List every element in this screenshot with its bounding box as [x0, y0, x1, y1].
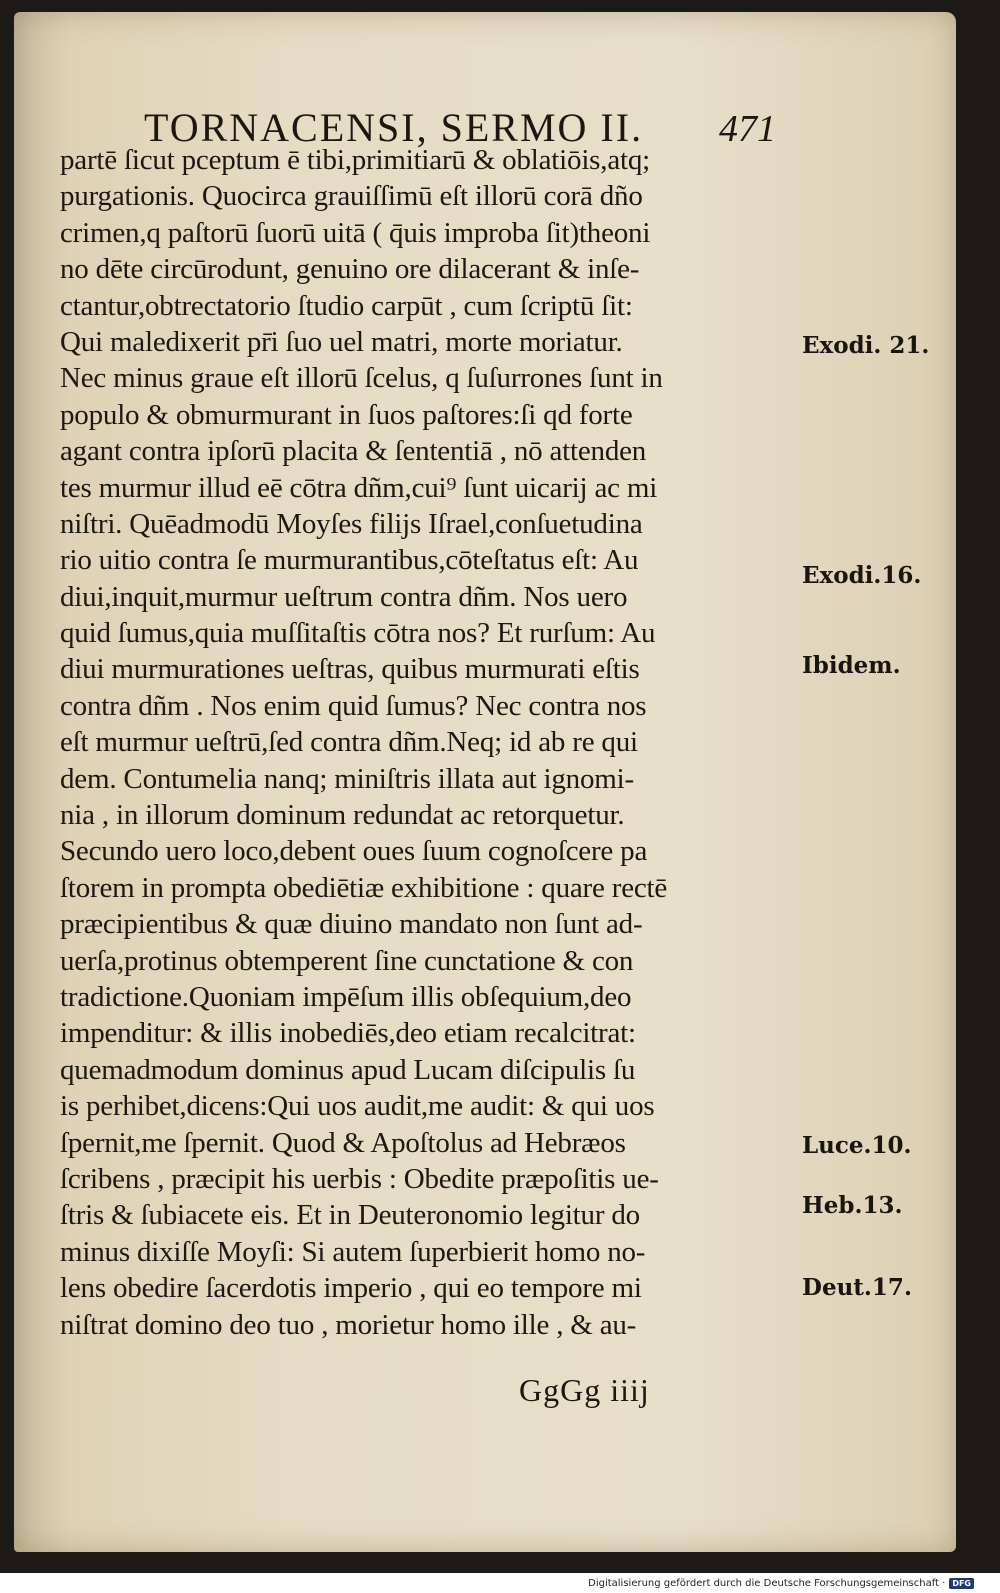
text-line: ſtorem in prompta obediētiæ exhibitione : quare rectē — [60, 871, 668, 904]
text-line: tes murmur illud eē cōtra dñm,cui⁹ ſunt uicarij ac mi — [60, 471, 658, 504]
text-line: tradictione.Quoniam impēſum illis obſequium,deo — [60, 980, 632, 1013]
text-line: Qui maledixerit pr̄i ſuo uel matri, morte moriatur. — [60, 325, 623, 358]
margin-note: Deut.17. — [802, 1274, 912, 1301]
text-line: agant contra ipſorū placita & ſententiā , nō attenden — [60, 435, 647, 468]
text-line: diui murmurationes ueſtras, quibus murmurati eſtis — [60, 653, 640, 686]
text-line: Nec minus graue eſt illorū ſcelus, q ſuſurrones ſunt in — [60, 362, 663, 395]
text-line: Secundo uero loco,debent oues ſuum cognoſcere pa — [60, 835, 648, 868]
text-line: ſcribens , præcipit his uerbis : Obedite præpoſitis ue- — [60, 1162, 659, 1195]
text-line: ſpernit,me ſpernit. Quod & Apoſtolus ad Hebræos — [60, 1126, 626, 1159]
text-line: diui,inquit,murmur ueſtrum contra dñm. Nos uero — [60, 580, 628, 613]
margin-note: Exodi.16. — [802, 562, 922, 589]
text-line: impenditur: & illis inobediēs,deo etiam recalcitrat: — [60, 1017, 636, 1050]
text-line: niſtri. Quēadmodū Moyſes filijs Iſrael,conſuetudina — [60, 507, 643, 540]
text-line: niſtrat domino deo tuo , morietur homo ille , & au- — [60, 1308, 637, 1341]
text-line: quemadmodum dominus apud Lucam diſcipulis ſu — [60, 1053, 636, 1086]
text-line: præcipientibus & quæ diuino mandato non ſunt ad- — [60, 908, 643, 941]
text-line: lens obedire ſacerdotis imperio , qui eo tempore mi — [60, 1272, 642, 1305]
text-line: partē ſicut pceptum ē tibi,primitiarū & oblatiōis,atq; — [60, 144, 651, 176]
signature-mark: GgGg iiij — [519, 1372, 650, 1408]
text-line: purgationis. Quocirca grauiſſimū eſt illorū corā dño — [60, 180, 643, 213]
digitization-credit — [588, 1578, 974, 1589]
credit-text: Digitalisierung gefördert durch die Deutsche Forschungsgemeinschaft · — [588, 1578, 946, 1589]
page-number: 471 — [719, 108, 776, 150]
text-line: is perhibet,dicens:Qui uos audit,me audit: & qui uos — [60, 1090, 655, 1123]
text-line: uerſa,protinus obtemperent ſine cunctatione & con — [60, 944, 634, 977]
text-line: no dēte circūrodunt, genuino ore dilacerant & inſe- — [60, 253, 640, 286]
text-line: rio uitio contra ſe murmurantibus,cōteſtatus eſt: Au — [60, 544, 639, 577]
text-line: nia , in illorum dominum redundat ac retorquetur. — [60, 799, 625, 832]
body-text — [60, 142, 795, 1343]
margin-note: Exodi. 21. — [802, 332, 930, 359]
margin-note: Heb.13. — [802, 1192, 903, 1219]
text-line: minus dixiſſe Moyſi: Si autem ſuperbierit homo no- — [60, 1235, 646, 1268]
dfg-logo-icon: DFG — [949, 1578, 974, 1589]
running-title: TORNACENSI, SERMO II. — [144, 105, 644, 150]
text-line: dem. Contumelia nanq; miniſtris illata aut ignomi- — [60, 762, 634, 795]
text-line: ſtris & ſubiacete eis. Et in Deuteronomio legitur do — [60, 1199, 640, 1232]
book-page — [14, 12, 956, 1552]
text-line: ctantur,obtrectatorio ſtudio carpūt , cum ſcriptū ſit: — [60, 289, 633, 322]
text-line: crimen,q paſtorū ſuorū uitā ( q̄uis improba ſit)theoni — [60, 216, 651, 249]
text-line: eſt murmur ueſtrū,ſed contra dñm.Neq; id ab re qui — [60, 726, 638, 759]
text-line: quid ſumus,quia muſſitaſtis cōtra nos? Et rurſum: Au — [60, 617, 656, 650]
margin-note: Ibidem. — [802, 652, 901, 679]
margin-note: Luce.10. — [802, 1132, 912, 1159]
text-line: contra dñm . Nos enim quid ſumus? Nec contra nos — [60, 689, 647, 722]
text-line: populo & obmurmurant in ſuos paſtores:ſi qd forte — [60, 398, 633, 431]
